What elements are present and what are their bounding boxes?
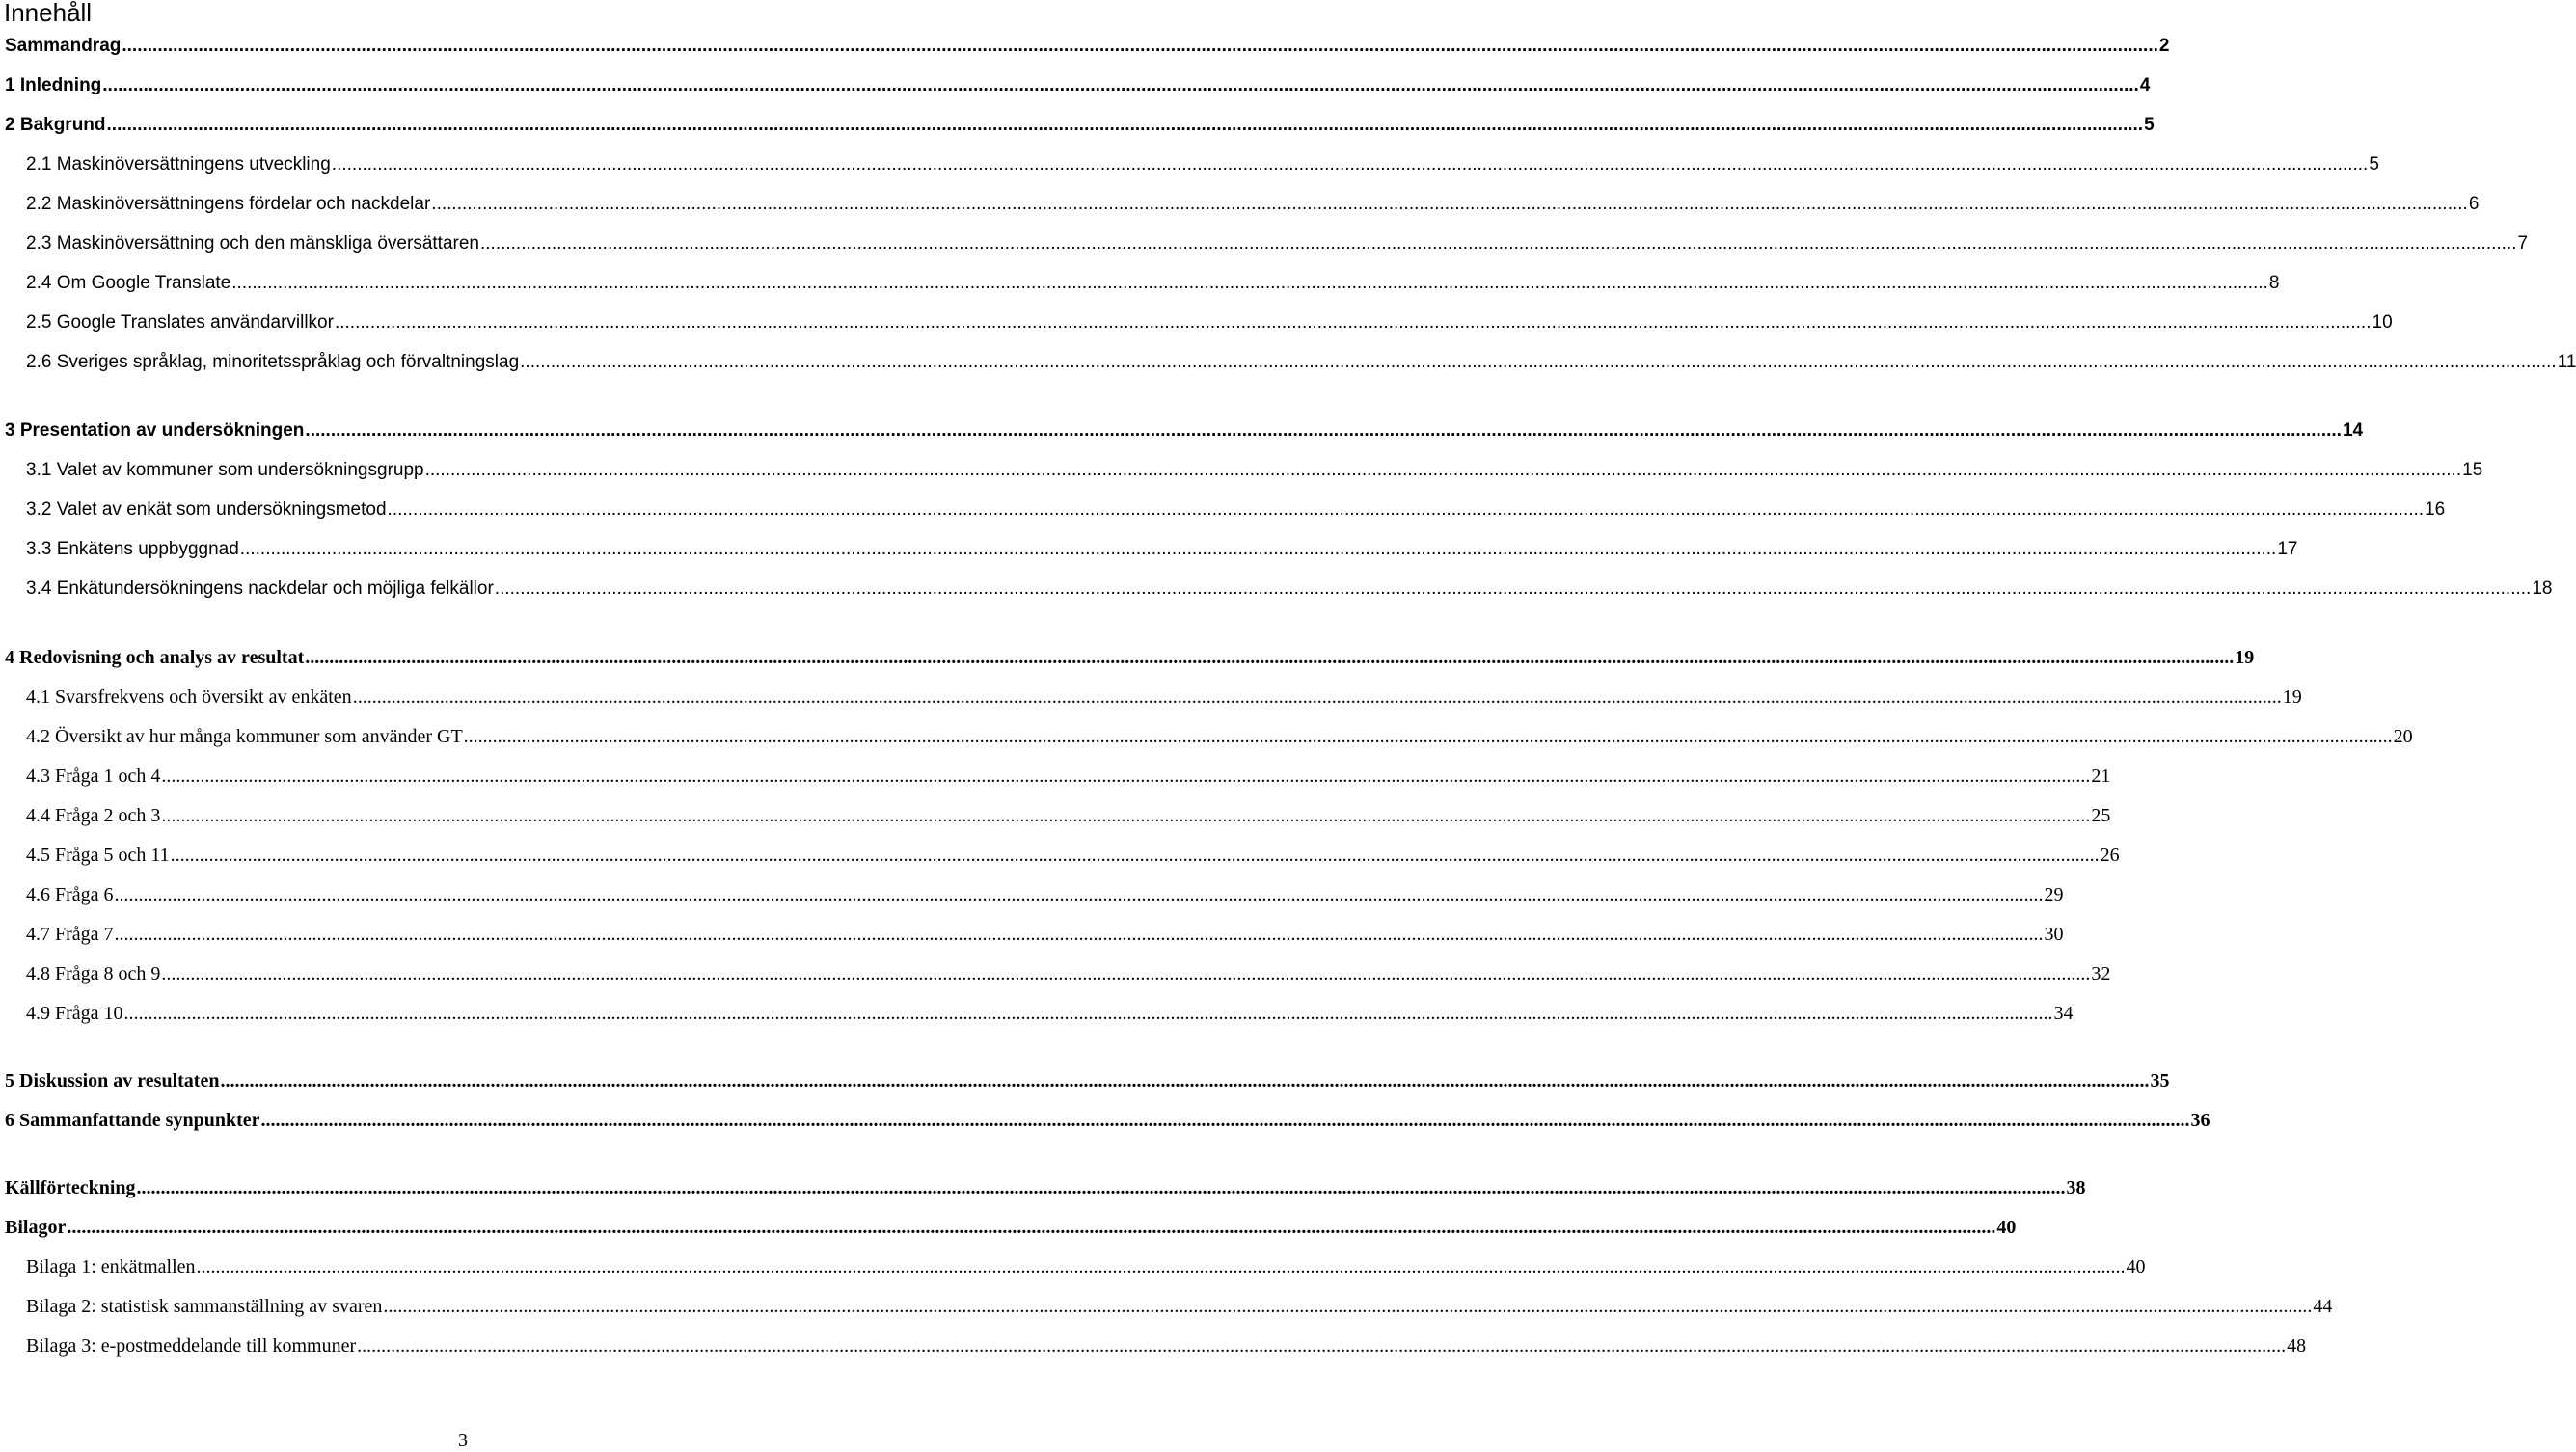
toc-dot-leader: ................................................................................................................................................................................................................................................................................................................................................................................................................ (357, 1335, 2287, 1357)
toc-entry-page: 44 (2313, 1296, 2333, 1317)
toc-entry-label: 4 Redovisning och analys av resultat (5, 647, 305, 668)
toc-entry[interactable] (0, 232, 2529, 255)
toc-entry-page: 21 (2091, 766, 2111, 787)
toc-entry-label: 6 Sammanfattande synpunkter (5, 1110, 260, 1131)
toc-entry[interactable] (0, 1295, 2333, 1318)
toc-entry[interactable] (0, 1334, 2307, 1358)
toc-entry-label: 4.8 Fråga 8 och 9 (26, 963, 161, 984)
toc-entry-label: 4.4 Fråga 2 och 3 (26, 805, 161, 826)
toc-entry[interactable] (0, 538, 2298, 561)
toc-entry[interactable] (0, 153, 2379, 176)
toc-entry-label: 3.4 Enkätundersökningens nackdelar och möjliga felkällor (26, 578, 494, 599)
toc-entry-page: 4 (2139, 75, 2151, 95)
toc-entry-label: 2.4 Om Google Translate (26, 273, 231, 293)
toc-entry-label: 3 Presentation av undersökningen (5, 420, 305, 441)
toc-entry-page: 32 (2091, 963, 2111, 984)
toc-entry[interactable] (0, 923, 2064, 946)
toc-entry[interactable] (0, 311, 2393, 335)
toc-dot-leader: ................................................................................................................................................................................................................................................................................................................................................................................................................ (136, 1177, 2066, 1198)
toc-dot-leader: ................................................................................................................................................................................................................................................................................................................................................................................................................ (170, 845, 2100, 866)
toc-entry[interactable] (0, 272, 2280, 295)
toc-entry[interactable] (0, 1255, 2146, 1278)
toc-entry[interactable] (0, 498, 2446, 522)
toc-entry[interactable] (0, 725, 2413, 748)
toc-dot-leader: ................................................................................................................................................................................................................................................................................................................................................................................................................ (196, 1256, 2126, 1277)
toc-entry-label: 5 Diskussion av resultaten (5, 1070, 220, 1091)
toc-dot-leader: ................................................................................................................................................................................................................................................................................................................................................................................................................ (161, 963, 2091, 984)
toc-dot-leader: ................................................................................................................................................................................................................................................................................................................................................................................................................ (231, 273, 2268, 293)
toc-entry-page: 20 (2393, 726, 2413, 747)
toc-entry-page: 26 (2100, 845, 2120, 866)
toc-entry[interactable] (0, 1216, 2017, 1239)
toc-entry-page: 19 (2282, 686, 2302, 708)
toc-entry[interactable] (0, 1069, 2170, 1092)
toc-dot-leader: ................................................................................................................................................................................................................................................................................................................................................................................................................ (463, 726, 2393, 747)
toc-entry-label: 2.5 Google Translates användarvillkor (26, 312, 334, 333)
toc-entry-label: Bilaga 3: e-postmeddelande till kommuner (26, 1335, 357, 1357)
toc-entry-label: 2.2 Maskinöversättningens fördelar och nackdelar (26, 194, 431, 214)
toc-entry-label: Bilaga 1: enkätmallen (26, 1256, 196, 1277)
toc-entry[interactable] (0, 883, 2064, 906)
toc-entry[interactable] (0, 1109, 2210, 1132)
toc-entry-page: 15 (2462, 460, 2483, 480)
toc-entry[interactable] (0, 804, 2111, 827)
toc-entry-page: 7 (2517, 233, 2529, 254)
toc-entry-page: 5 (2369, 154, 2379, 175)
toc-dot-leader: ................................................................................................................................................................................................................................................................................................................................................................................................................ (67, 1217, 1996, 1238)
toc-entry-label: 2.3 Maskinöversättning och den mänskliga översättaren (26, 233, 479, 254)
toc-entry[interactable] (0, 962, 2111, 985)
toc-entry-page: 30 (2044, 924, 2064, 945)
toc-dot-leader: ................................................................................................................................................................................................................................................................................................................................................................................................................ (431, 194, 2468, 214)
toc-dot-leader: ................................................................................................................................................................................................................................................................................................................................................................................................................ (331, 154, 2369, 175)
toc-entry-label: 4.1 Svarsfrekvens och översikt av enkäten (26, 686, 352, 708)
toc-entry-page: 25 (2091, 805, 2111, 826)
toc-entry-page: 18 (2532, 578, 2553, 599)
toc-dot-leader: ................................................................................................................................................................................................................................................................................................................................................................................................................ (305, 647, 2235, 668)
toc-dot-leader: ................................................................................................................................................................................................................................................................................................................................................................................................................ (220, 1070, 2150, 1091)
toc-entry[interactable] (0, 114, 2155, 137)
toc-entry-page: 8 (2268, 273, 2280, 293)
toc-dot-leader: ................................................................................................................................................................................................................................................................................................................................................................................................................ (106, 115, 2144, 135)
toc-entry-label: Bilaga 2: statistisk sammanställning av svaren (26, 1296, 383, 1317)
toc-entry-label: 3.2 Valet av enkät som undersökningsmetod (26, 499, 387, 520)
toc-entry[interactable] (0, 844, 2120, 867)
toc-entry-page: 35 (2150, 1070, 2170, 1091)
toc-entry-page: 29 (2044, 884, 2064, 905)
toc-entry-label: 4.3 Fråga 1 och 4 (26, 766, 161, 787)
toc-entry-label: 4.5 Fråga 5 och 11 (26, 845, 170, 866)
toc-dot-leader: ................................................................................................................................................................................................................................................................................................................................................................................................................ (260, 1110, 2190, 1131)
toc-entry-page: 11 (2557, 352, 2576, 372)
toc-entry[interactable] (0, 459, 2483, 482)
toc-dot-leader: ................................................................................................................................................................................................................................................................................................................................................................................................................ (305, 420, 2342, 441)
toc-dot-leader: ................................................................................................................................................................................................................................................................................................................................................................................................................ (352, 686, 2282, 708)
toc-entry[interactable] (0, 646, 2255, 669)
toc-entry[interactable] (0, 1002, 2074, 1025)
toc-entry-label: Sammandrag (5, 36, 122, 56)
toc-entry-page: 6 (2468, 194, 2480, 214)
toc-entry-page: 5 (2144, 115, 2155, 135)
toc-entry-page: 2 (2158, 36, 2170, 56)
toc-entry-label: 2.1 Maskinöversättningens utveckling (26, 154, 331, 175)
toc-entry[interactable] (0, 74, 2151, 97)
toc-entry-page: 36 (2190, 1110, 2210, 1131)
toc-dot-leader: ................................................................................................................................................................................................................................................................................................................................................................................................................ (114, 924, 2044, 945)
toc-dot-leader: ................................................................................................................................................................................................................................................................................................................................................................................................................ (122, 36, 2158, 56)
toc-dot-leader: ................................................................................................................................................................................................................................................................................................................................................................................................................ (102, 75, 2139, 95)
toc-entry[interactable] (0, 765, 2111, 788)
toc-dot-leader: ................................................................................................................................................................................................................................................................................................................................................................................................................ (520, 352, 2557, 372)
toc-dot-leader: ................................................................................................................................................................................................................................................................................................................................................................................................................ (387, 499, 2425, 520)
toc-entry[interactable] (0, 686, 2302, 709)
toc-entry[interactable] (0, 1176, 2086, 1199)
toc-dot-leader: ................................................................................................................................................................................................................................................................................................................................................................................................................ (161, 805, 2091, 826)
toc-entry-label: 3.3 Enkätens uppbyggnad (26, 539, 239, 559)
toc-dot-leader: ................................................................................................................................................................................................................................................................................................................................................................................................................ (383, 1296, 2313, 1317)
toc-entry-page: 19 (2235, 647, 2255, 668)
toc-entry-page: 16 (2425, 499, 2446, 520)
toc-entry-page: 40 (2126, 1256, 2146, 1277)
toc-dot-leader: ................................................................................................................................................................................................................................................................................................................................................................................................................ (479, 233, 2517, 254)
toc-entry-label: 2 Bakgrund (5, 115, 106, 135)
toc-dot-leader: ................................................................................................................................................................................................................................................................................................................................................................................................................ (424, 460, 2462, 480)
toc-entry-page: 14 (2342, 420, 2364, 441)
toc-entry-label: 1 Inledning (5, 75, 102, 95)
toc-entry-page: 40 (1996, 1217, 2017, 1238)
toc-entry-label: 4.7 Fråga 7 (26, 924, 114, 945)
toc-entry-page: 17 (2277, 539, 2298, 559)
toc-entry[interactable] (0, 578, 2553, 601)
toc-dot-leader: ................................................................................................................................................................................................................................................................................................................................................................................................................ (239, 539, 2277, 559)
toc-entry[interactable] (0, 193, 2480, 216)
toc-entry-label: 3.1 Valet av kommuner som undersökningsgrupp (26, 460, 424, 480)
toc-dot-leader: ................................................................................................................................................................................................................................................................................................................................................................................................................ (114, 884, 2044, 905)
toc-entry-page: 48 (2287, 1335, 2307, 1357)
toc-entry-label: 2.6 Sveriges språklag, minoritetsspråklag och förvaltningslag (26, 352, 520, 372)
toc-entry-label: Källförteckning (5, 1177, 136, 1198)
toc-entry[interactable] (0, 351, 2576, 374)
page-title: Innehåll (4, 0, 93, 27)
toc-dot-leader: ................................................................................................................................................................................................................................................................................................................................................................................................................ (494, 578, 2532, 599)
toc-dot-leader: ................................................................................................................................................................................................................................................................................................................................................................................................................ (123, 1003, 2053, 1024)
toc-entry-label: 4.2 Översikt av hur många kommuner som använder GT (26, 726, 463, 747)
toc-entry-label: Bilagor (5, 1217, 67, 1238)
page-number: 3 (458, 1430, 468, 1451)
toc-entry[interactable] (0, 35, 2170, 58)
toc-entry[interactable] (0, 419, 2364, 443)
toc-entry-label: 4.6 Fråga 6 (26, 884, 114, 905)
toc-entry-page: 34 (2053, 1003, 2074, 1024)
toc-entry-page: 10 (2372, 312, 2393, 333)
toc-entry-page: 38 (2066, 1177, 2086, 1198)
toc-entry-label: 4.9 Fråga 10 (26, 1003, 123, 1024)
toc-dot-leader: ................................................................................................................................................................................................................................................................................................................................................................................................................ (334, 312, 2372, 333)
toc-dot-leader: ................................................................................................................................................................................................................................................................................................................................................................................................................ (161, 766, 2091, 787)
